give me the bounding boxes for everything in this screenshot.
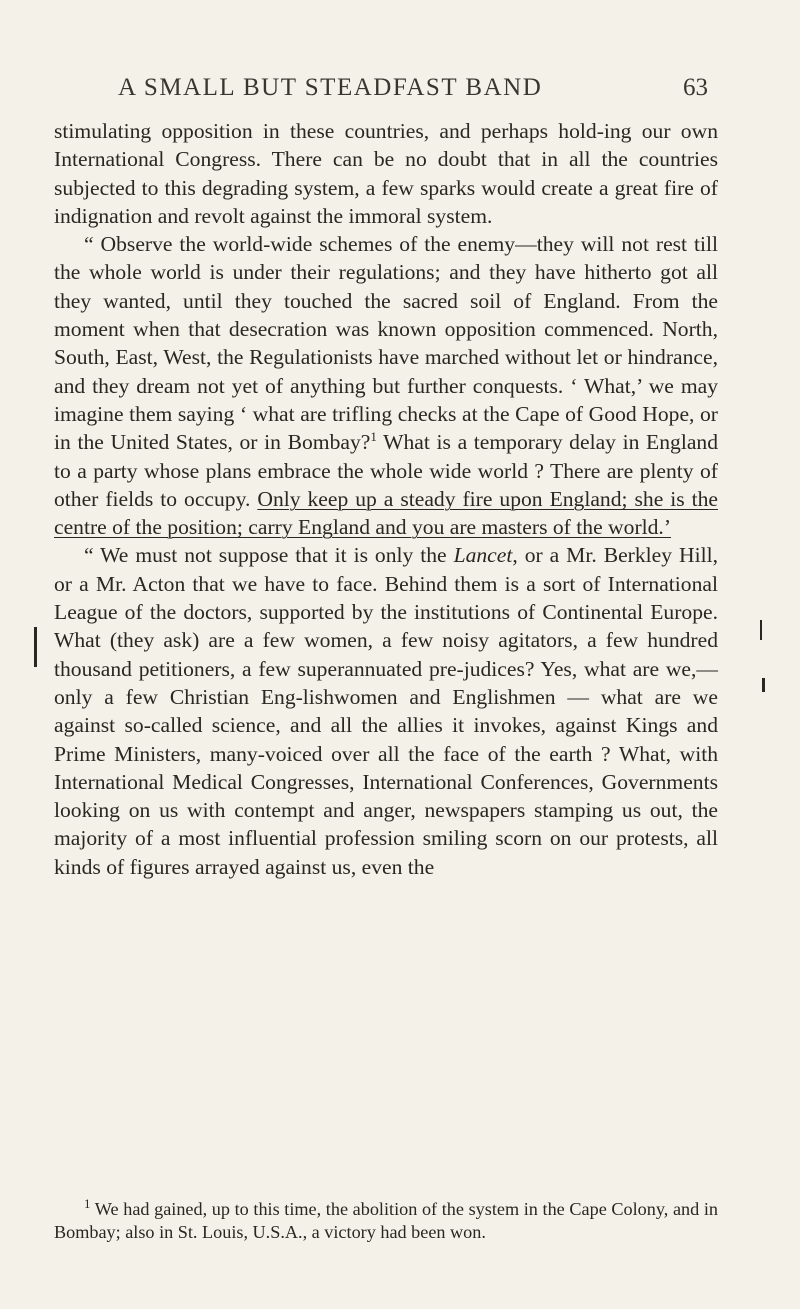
- italic-lancet: Lancet: [453, 543, 513, 568]
- paragraph-1: [54, 117, 718, 230]
- paragraph-2-text-b: What is a temporary delay in England to a party whose plans embrace the whole wide world ? There are plenty of other fields to occupy.: [54, 430, 718, 511]
- paragraph-2-text-a: “ Observe the world-wide schemes of the enemy—they will not rest till the whole world is under their regulations; and they have hitherto got all they wanted, until they touched the sacred soil of England. From the moment when that desecration was known opposition commenced. North, South, East, West, the Regulationists have marched without let or hindrance, and they dream not yet of anything but further conquests. ‘ What,’ we may imagine them saying ‘ what are trifling checks at the Cape of Good Hope, or in the United States, or in Bombay?: [54, 232, 718, 455]
- left-margin-mark: [34, 627, 37, 667]
- right-margin-mark: [760, 620, 762, 640]
- footnote-marker: 1: [84, 1195, 91, 1211]
- footnotes: [54, 1195, 718, 1245]
- paragraph-1-text: stimulating opposition in these countries, and perhaps hold-ing our own International Congress. There can be no doubt that in all the countries subjected to this degrading system, a few sparks would create a great fire of indignation and revolt against the immoral system.: [54, 119, 718, 228]
- paragraph-3: [54, 541, 718, 881]
- footnote-reference: 1: [370, 429, 377, 445]
- running-head: [118, 74, 708, 114]
- underlined-passage: Only keep up a steady fire upon England; she is the centre of the position; carry England and you are masters of the world.’: [54, 486, 718, 540]
- page-number: 63: [683, 74, 708, 101]
- paragraph-3-text-b: , or a Mr. Berkley Hill, or a Mr. Acton that we have to face. Behind them is a sort of International League of the doctors, supported by the institutions of Continental Europe. What (they ask) are a few women, a few noisy agitators, a few hundred thousand petitioners, a few superannuated pre-judices? Yes, what are we,—only a few Christian Eng-lishwomen and Englishmen — what are we against so-called science, and all the allies it invokes, against Kings and Prime Ministers, many-voiced over all the face of the earth ? What, with International Medical Congresses, International Conferences, Governments looking on us with contempt and anger, newspapers stamping us out, the majority of a most influential profession smiling scorn on our protests, all kinds of figures arrayed against us, even the: [54, 543, 718, 879]
- paragraph-2: [54, 230, 718, 541]
- paragraph-3-text-a: “ We must not suppose that it is only the: [84, 543, 454, 568]
- right-margin-mark-lower: [762, 678, 765, 692]
- running-title: A SMALL BUT STEADFAST BAND: [118, 74, 543, 101]
- body-text: [54, 117, 718, 881]
- footnote-1: [54, 1195, 718, 1245]
- footnote-text: We had gained, up to this time, the abolition of the system in the Cape Colony, and in Bombay; also in St. Louis, U.S.A., a victory had been won.: [54, 1199, 718, 1243]
